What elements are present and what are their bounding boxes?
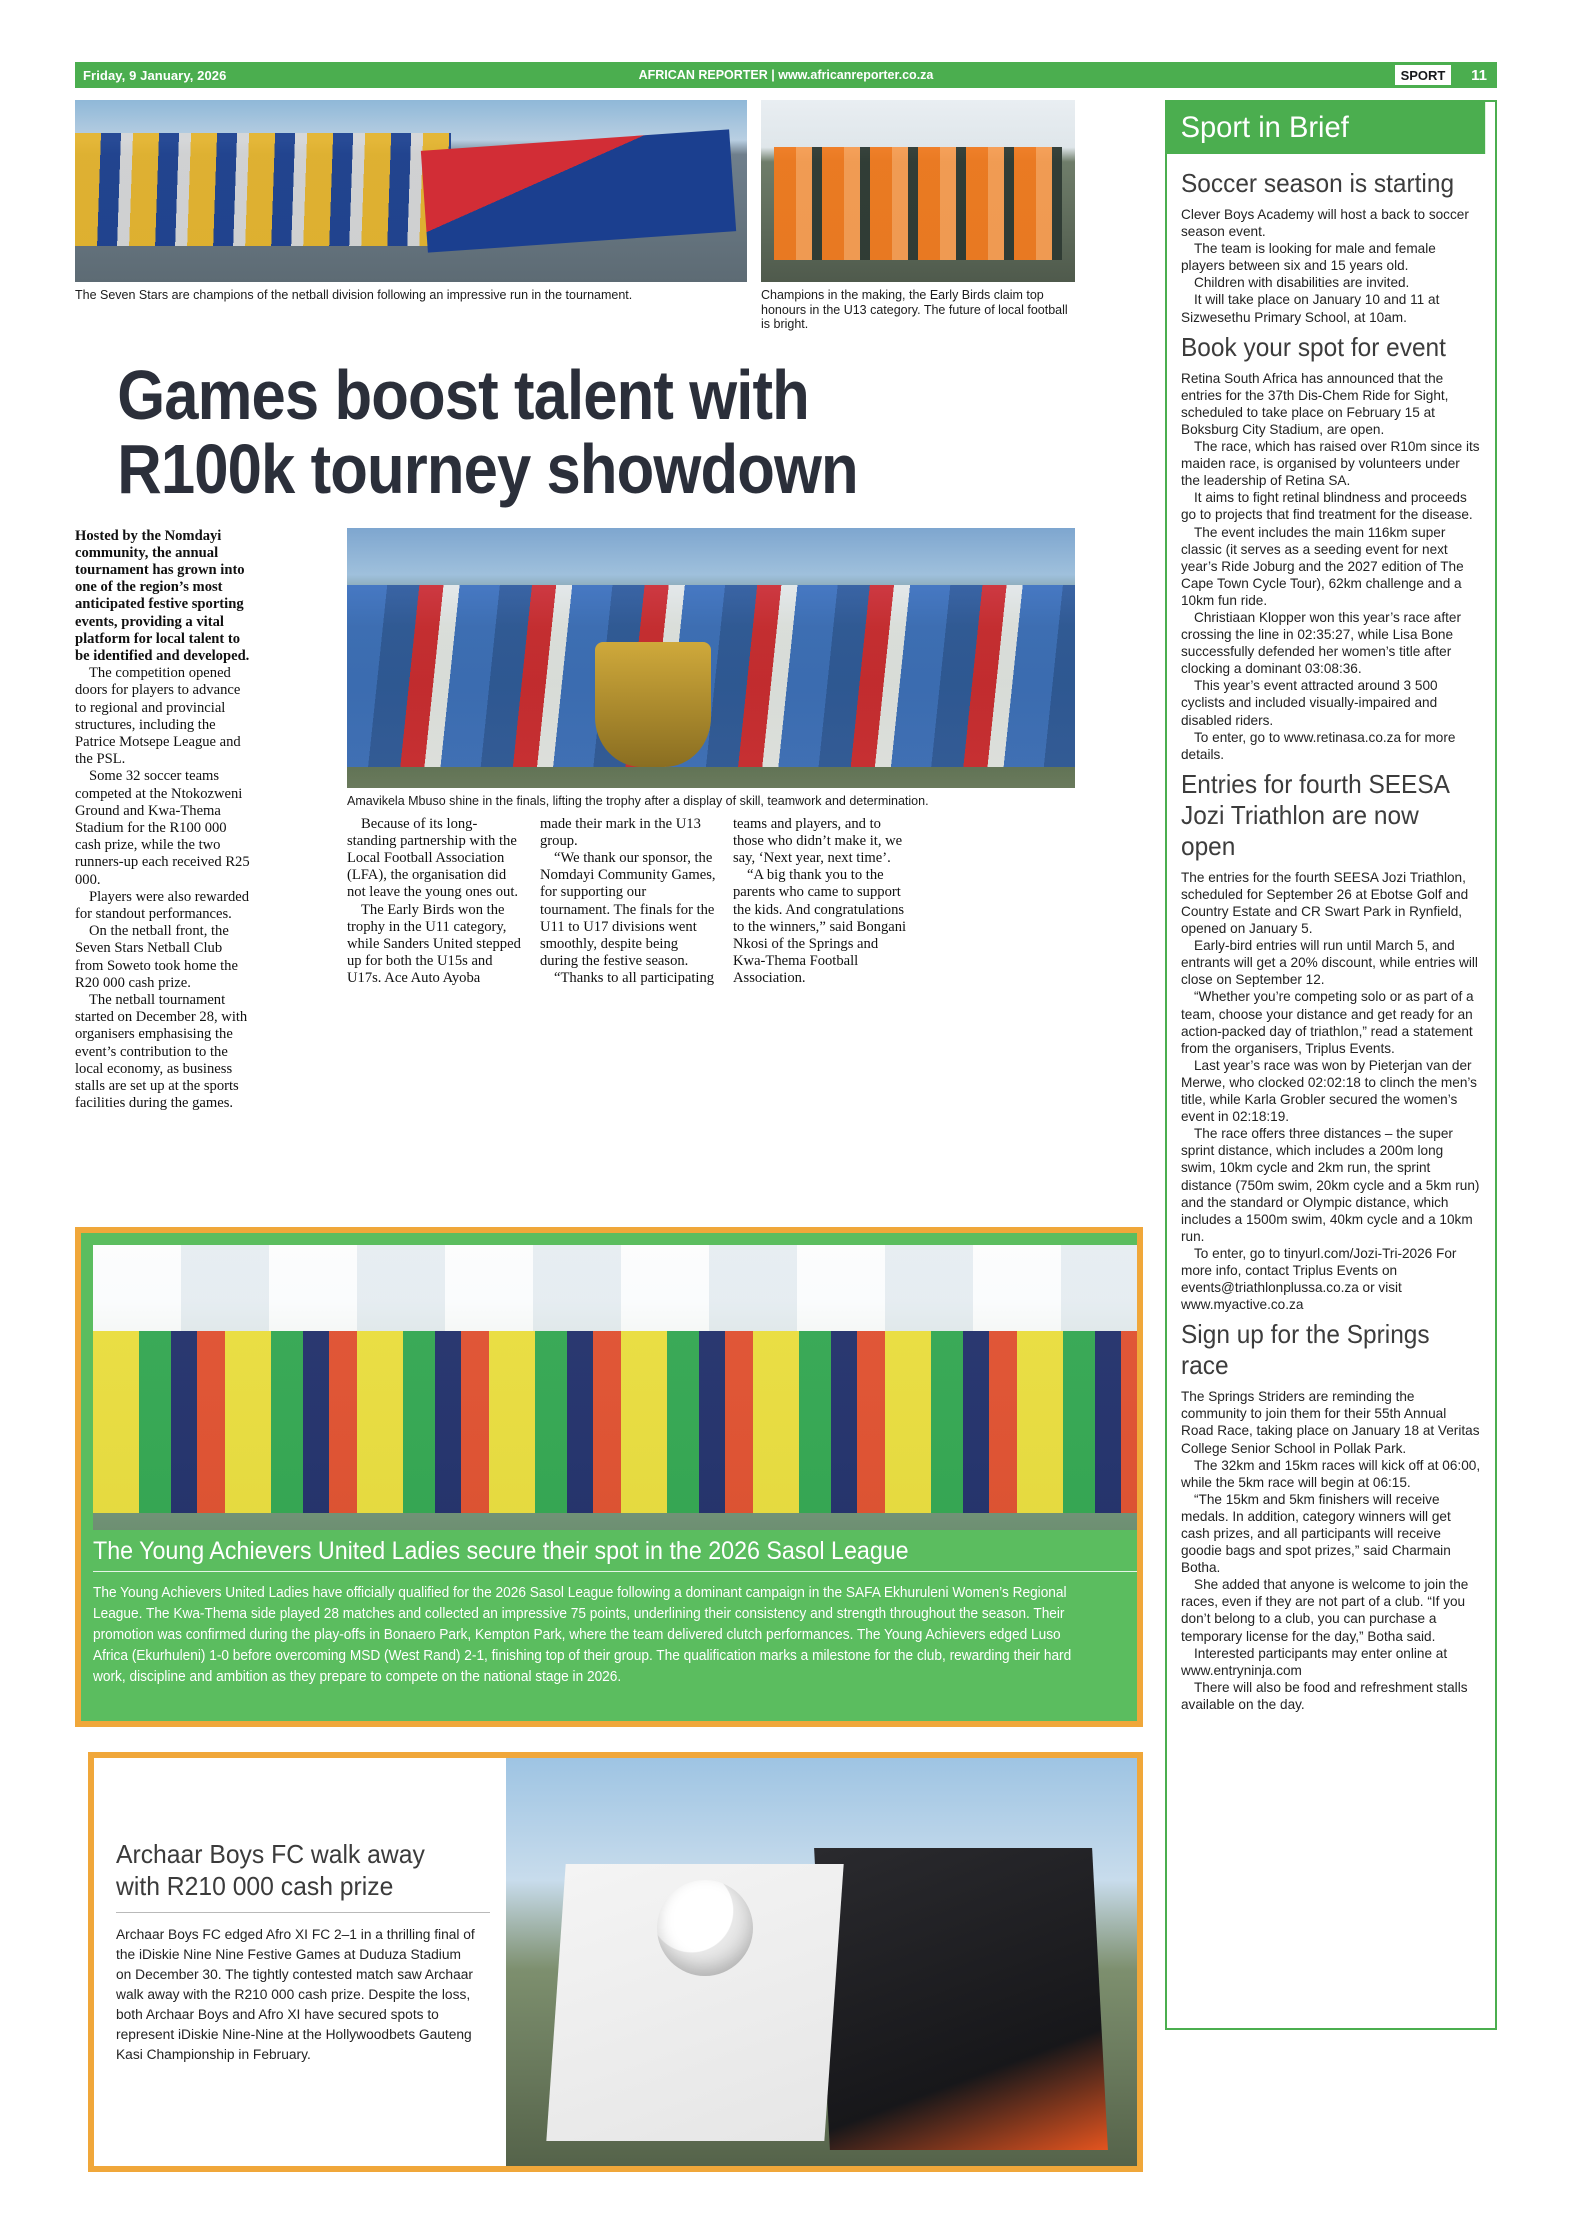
sidebar-paragraph: The 32km and 15km races will kick off at 06:00, while the 5km race will begin at 06:15. xyxy=(1181,1457,1481,1490)
young-achievers-title: The Young Achievers United Ladies secure their spot in the 2026 Sasol League xyxy=(93,1537,909,1565)
photo-block-netball xyxy=(75,100,747,332)
archaar-title-line-1: Archaar Boys FC walk away xyxy=(116,1839,425,1869)
early-birds-photo-caption: Champions in the making, the Early Birds claim top honours in the U13 category. The future of local football is bright. xyxy=(761,288,1068,331)
sidebar-item-book-your-spot xyxy=(1181,332,1481,763)
story-paragraph: Some 32 soccer teams competed at the Ntokozweni Ground and Kwa-Thema Stadium for the R100 000 cash prize, while the two runners-up each received R25 000. xyxy=(75,768,250,888)
sidebar-paragraph: There will also be food and refreshment stalls available on the day. xyxy=(1181,1679,1468,1712)
headline-line-1: Games boost talent with xyxy=(117,355,809,434)
sidebar-item-soccer-season xyxy=(1181,168,1481,326)
young-achievers-box xyxy=(75,1227,1143,1727)
sidebar-paragraph: Retina South Africa has announced that the entries for the 37th Dis-Chem Ride for Sight, scheduled to take place on February 15 at Boksburg City Stadium, are open. xyxy=(1181,370,1449,437)
trophy-lift-photo xyxy=(347,528,1075,788)
story-column-1 xyxy=(75,528,252,1113)
netball-photo-caption: The Seven Stars are champions of the netball division following an impressive run in the tournament. xyxy=(75,288,633,302)
netball-champions-photo xyxy=(75,100,747,282)
masthead-bar xyxy=(75,62,1497,88)
sport-in-brief-sidebar xyxy=(1165,100,1497,2030)
story-paragraph: Players were also rewarded for standout performances. xyxy=(75,888,250,922)
story-paragraph: “We thank our sponsor, the Nomdayi Community Games, for supporting our tournament. The finals for the U11 to U17 divisions went smoothly, despite being during the festive season. xyxy=(540,849,716,970)
soccer-ball-icon xyxy=(657,1880,753,1976)
archaar-match-photo xyxy=(506,1758,1137,2166)
sidebar-paragraph: The event includes the main 116km super classic (it serves as a seeding event for next year’s Ride Joburg and the 2027 edition of The Cape Town Cycle Tour), 62km challenge and a 10km fun ride. xyxy=(1181,524,1464,608)
headline-line-2: R100k tourney showdown xyxy=(117,429,858,508)
sidebar-paragraph: Last year’s race was won by Pieterjan van der Merwe, who clocked 02:02:18 to clinch the men’s title, while Karla Grobler secured the women’s event in 02:18:19. xyxy=(1181,1057,1477,1125)
top-photo-row xyxy=(75,100,1075,332)
sidebar-paragraph: To enter, go to www.retinasa.co.za for more details. xyxy=(1181,729,1456,762)
sidebar-paragraph: This year’s event attracted around 3 500 cyclists and included visually-impaired and disabled riders. xyxy=(1181,678,1438,728)
story-paragraph: On the netball front, the Seven Stars Netball Club from Soweto took home the R20 000 cash prize. xyxy=(75,923,238,991)
story-paragraph: Because of its long-standing partnership with the Local Football Association (LFA), the organisation did not leave the young ones out. xyxy=(347,815,519,901)
sidebar-paragraph: Clever Boys Academy will host a back to soccer season event. xyxy=(1181,207,1469,240)
divider xyxy=(93,1571,1137,1572)
sidebar-paragraph: Christiaan Klopper won this year’s race after crossing the line in 02:35:27, while Lisa Bone successfully defended her women’s title after clocking a dominant 03:08:36. xyxy=(1181,609,1461,677)
sidebar-paragraph: Interested participants may enter online at www.entryninja.com xyxy=(1181,1645,1448,1678)
story-column-4 xyxy=(733,816,910,988)
photo-block-earlybirds xyxy=(761,100,1075,332)
story-paragraph: teams and players, and to those who didn’t make it, we say, ‘Next year, next time’. xyxy=(733,815,903,866)
story-paragraph: “A big thank you to the parents who came to support the kids. And congratulations to the winners,” said Bongani Nkosi of the Springs and Kwa-Thema Football Association. xyxy=(733,867,907,987)
archaar-title-line-2: with R210 000 cash prize xyxy=(116,1871,394,1901)
archaar-title xyxy=(116,1838,471,1902)
sidebar-paragraph: Early-bird entries will run until March 5, and entrants will get a 20% discount, while entries will close on September 12. xyxy=(1181,938,1478,988)
section-tag: SPORT xyxy=(1395,65,1451,85)
sidebar-item-heading: Soccer season is starting xyxy=(1181,168,1455,198)
sidebar-item-heading: Sign up for the Springs race xyxy=(1181,1319,1430,1381)
sidebar-paragraph: It will take place on January 10 and 11 at Sizwesethu Primary School, at 10am. xyxy=(1181,292,1440,325)
sidebar-paragraph: She added that anyone is welcome to join the races, even if they are not part of a club. “If you don’t belong to a club, you can purchase a temporary license for the day,” Botha said. xyxy=(1181,1577,1469,1644)
sidebar-paragraph: “Whether you’re competing solo or as part of a team, choose your distance and get ready for an action-packed day of triathlon,” read a statement from the organisers, Triplus Events. xyxy=(1181,989,1474,1056)
page-headline xyxy=(75,355,955,508)
sidebar-item-seesa-jozi-triathlon xyxy=(1181,769,1481,1313)
story-paragraph: Hosted by the Nomdayi community, the annual tournament has grown into one of the region’s most anticipated festive sporting events, providing a vital platform for local talent to be identified and developed. xyxy=(75,527,250,664)
publication-title: AFRICAN REPORTER | www.africanreporter.co.za xyxy=(638,68,934,82)
sidebar-header: Sport in Brief xyxy=(1167,102,1485,154)
divider xyxy=(116,1912,490,1913)
sidebar-paragraph: The race, which has raised over R10m since its maiden race, is organised by volunteers under the leadership of Retina SA. xyxy=(1181,439,1480,489)
story-paragraph: The Early Birds won the trophy in the U11 category, while Sanders United stepped up for both the U15s and U17s. Ace Auto Ayoba xyxy=(347,901,521,987)
main-content xyxy=(75,100,1075,1112)
archaar-body: Archaar Boys FC edged Afro XI FC 2–1 in a thrilling final of the iDiskie Nine Nine Festive Games at Duduza Stadium on December 30. The tightly contested match saw Archaar walk away with the R210 000 cash prize. Despite the loss, both Archaar Boys and Afro XI have secured spots to represent iDiskie Nine-Nine at the Hollywoodbets Gauteng Kasi Championship in February. xyxy=(116,1927,475,2063)
sidebar-item-heading: Book your spot for event xyxy=(1181,331,1446,362)
early-birds-photo xyxy=(761,100,1075,282)
young-achievers-body: The Young Achievers United Ladies have officially qualified for the 2026 Sasol League following a dominant campaign in the SAFA Ekhuruleni Women’s Regional League. The Kwa-Thema side played 28 matches and collected an impressive 75 points, underlining their consistency and strength throughout the season. Their promotion was confirmed during the play-offs in Bonaero Park, Kempton Park, where the team delivered clutch performances. The Young Achievers edged Luso Africa (Ekurhuleni) 1-0 before overcoming MSD (West Rand) 2-1, finishing top of their group. The qualification marks a milestone for the club, rewarding their hard work, discipline and ambition as they prepare to compete on the national stage in 2026. xyxy=(93,1585,1072,1685)
archaar-text-panel xyxy=(94,1758,512,2166)
trophy-photo-caption: Amavikela Mbuso shine in the finals, lifting the trophy after a display of skill, teamwork and determination. xyxy=(347,793,929,808)
archaar-boys-box xyxy=(88,1752,1143,2172)
sidebar-item-heading: Entries for fourth SEESA Jozi Triathlon are now open xyxy=(1181,768,1449,861)
sidebar-body xyxy=(1167,154,1495,1723)
story-paragraph: made their mark in the U13 group. xyxy=(540,815,701,849)
sidebar-paragraph: The team is looking for male and female players between six and 15 years old. xyxy=(1181,241,1436,274)
story-column-2 xyxy=(347,816,524,988)
sidebar-paragraph: The entries for the fourth SEESA Jozi Triathlon, scheduled for September 26 at Ebotse Golf and Country Estate and CR Swart Park in Rynfield, opened on January 5. xyxy=(1181,869,1469,937)
young-achievers-team-photo xyxy=(93,1245,1137,1530)
story-paragraph: The netball tournament started on December 28, with organisers emphasising the event’s contribution to the local economy, as business stalls are set up at the sports facilities during the games. xyxy=(75,991,248,1112)
sidebar-paragraph: The race offers three distances – the super sprint distance, which includes a 200m long swim, 10km cycle and 2km run, the sprint distance (750m swim, 20km cycle and a 5km run) and the standard or Olympic distance, which includes a 1500m swim, 40km cycle and a 10km run. xyxy=(1181,1126,1480,1244)
main-story xyxy=(75,527,1075,1112)
sidebar-paragraph: The Springs Striders are reminding the community to join them for their 55th Annual Road Race, taking place on January 18 at Veritas College Senior School in Pollak Park. xyxy=(1181,1389,1480,1456)
sidebar-item-springs-race xyxy=(1181,1319,1481,1713)
sidebar-paragraph: “The 15km and 5km finishers will receive medals. In addition, category winners will get cash prizes, and all participants will receive goodie bags and spot prizes,” said Charmain Botha. xyxy=(1181,1491,1451,1576)
sidebar-paragraph: It aims to fight retinal blindness and proceeds go to projects that find treatment for the disease. xyxy=(1181,490,1473,523)
story-paragraph: The competition opened doors for players to advance to regional and provincial structures, including the Patrice Motsepe League and the PSL. xyxy=(75,665,241,768)
page-number: 11 xyxy=(1471,66,1487,84)
story-paragraph: “Thanks to all participating xyxy=(554,970,715,987)
sidebar-paragraph: Children with disabilities are invited. xyxy=(1194,275,1410,291)
story-column-3 xyxy=(540,816,717,988)
sidebar-paragraph: To enter, go to tinyurl.com/Jozi-Tri-2026 For more info, contact Triplus Events on events@triathlonplussa.co.za or visit www.myactive.co.za xyxy=(1181,1245,1457,1313)
publication-date: Friday, 9 January, 2026 xyxy=(83,67,227,83)
